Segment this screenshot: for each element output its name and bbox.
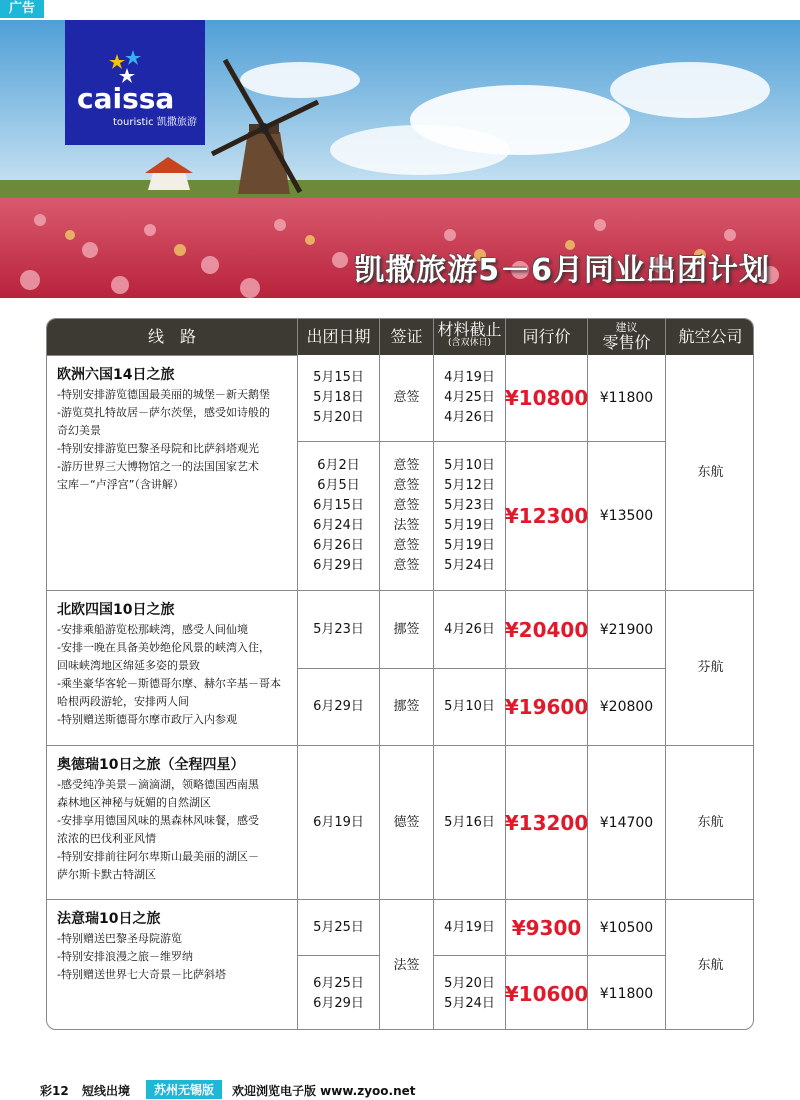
- deadline: 5月24日: [444, 558, 495, 573]
- visa: 挪签: [393, 621, 420, 637]
- deadline-cell: [433, 668, 505, 745]
- deadline: 5月10日: [444, 458, 495, 473]
- route-line: -安排一晚在具备美妙绝伦风景的峡湾入住，: [57, 641, 270, 654]
- header-date: 出团日期: [297, 319, 379, 355]
- route-line: 森林地区神秘与妩媚的自然湖区: [57, 796, 211, 809]
- visa-cell: [379, 668, 433, 745]
- visa: 法签: [393, 518, 420, 533]
- retail-price: ¥13500: [587, 441, 665, 590]
- deadline: 5月24日: [444, 995, 495, 1011]
- date: 5月18日: [313, 390, 364, 405]
- route-line: -特别赠送世界七大奇景－比萨斜塔: [57, 968, 226, 981]
- dates-cell: [297, 668, 379, 745]
- route-line: 萨尔斯卡默古特湖区: [57, 868, 156, 881]
- header-deadline: [433, 319, 505, 355]
- page-footer: [0, 1078, 800, 1100]
- edition-tag: 苏州无锡版: [146, 1080, 222, 1099]
- route-line: 宝库－“卢浮宫”（含讲解）: [57, 478, 184, 491]
- date: 5月15日: [313, 370, 364, 385]
- deadline: 5月19日: [444, 518, 495, 533]
- route-line: -特别安排游览德国最美丽的城堡－新天鹅堡: [57, 388, 270, 401]
- visa: 意签: [393, 478, 420, 493]
- visa: 意签: [393, 558, 420, 573]
- header-retail-top: 建议: [615, 321, 638, 334]
- airline-cell: 东航: [665, 355, 754, 590]
- retail-price: ¥20800: [587, 668, 665, 745]
- dates-cell: [297, 745, 379, 899]
- visa: 挪签: [393, 699, 420, 714]
- peer-price: ¥12300: [505, 441, 587, 590]
- peer-price: ¥10600: [505, 955, 587, 1030]
- deadline-cell: [433, 955, 505, 1030]
- date: 6月2日: [317, 458, 360, 473]
- route-line: -特别赠送斯德哥尔摩市政厅入内参观: [57, 713, 237, 726]
- date: 5月20日: [313, 410, 364, 425]
- dates-cell: [297, 590, 379, 668]
- date: 6月29日: [313, 699, 364, 714]
- deadline: 5月16日: [444, 814, 495, 830]
- header-retail: [587, 319, 665, 355]
- deadline: 4月19日: [444, 919, 495, 935]
- deadline: 5月10日: [444, 699, 495, 714]
- deadline: 5月20日: [444, 975, 495, 991]
- route-title: 欧洲六国14日之旅: [57, 367, 175, 383]
- date: 6月26日: [313, 538, 364, 553]
- route-line: -感受纯净美景－滴滴湖，领略德国西南黑: [57, 778, 259, 791]
- header-retail-bottom: 零售价: [602, 333, 651, 352]
- visa: 意签: [393, 390, 420, 405]
- date: 6月29日: [313, 995, 364, 1011]
- date: 6月25日: [313, 975, 364, 991]
- peer-price: ¥20400: [505, 590, 587, 668]
- deadline-cell: [433, 441, 505, 590]
- retail-price: ¥11800: [587, 955, 665, 1030]
- deadline-cell: [433, 899, 505, 955]
- route-line: 奇幻美景: [57, 424, 101, 437]
- route-line: -安排享用德国风味的黑森林风味餐，感受: [57, 814, 259, 827]
- airline-cell: 东航: [665, 899, 754, 1030]
- table-header: [47, 319, 754, 355]
- tour-schedule-table: [46, 318, 754, 1030]
- route-line: 浓浓的巴伐利亚风情: [57, 832, 156, 845]
- peer-price: ¥19600: [505, 668, 587, 745]
- visa: 意签: [393, 498, 420, 513]
- route-line: -游历世界三大博物馆之一的法国国家艺术: [57, 460, 259, 473]
- route-line: -特别安排前往阿尔卑斯山最美丽的湖区－: [57, 850, 259, 863]
- route-title: 北欧四国10日之旅: [57, 602, 175, 618]
- ad-tag: 广告: [0, 0, 44, 18]
- banner-title: 凯撒旅游5－6月同业出团计划: [354, 253, 770, 288]
- deadline: 4月26日: [444, 410, 495, 425]
- route-aut-ger-swi: [47, 745, 297, 899]
- peer-price: ¥13200: [505, 745, 587, 899]
- visa-cell: [379, 745, 433, 899]
- date: 6月19日: [313, 814, 364, 830]
- date: 5月25日: [313, 919, 364, 935]
- visa: 意签: [393, 538, 420, 553]
- visa-cell: [379, 441, 433, 590]
- route-line: -特别安排浪漫之旅－维罗纳: [57, 950, 193, 963]
- deadline: 5月19日: [444, 538, 495, 553]
- date: 6月15日: [313, 498, 364, 513]
- route-europe6: [47, 355, 297, 590]
- date: 6月24日: [313, 518, 364, 533]
- airline-cell: 芬航: [665, 590, 754, 745]
- deadline: 4月19日: [444, 370, 495, 385]
- header-deadline-sub: (含双休日): [447, 338, 492, 348]
- deadline: 4月25日: [444, 390, 495, 405]
- date: 6月29日: [313, 558, 364, 573]
- section-name: 短线出境: [82, 1084, 131, 1098]
- logo-subtitle: touristic 凯撒旅游: [113, 117, 197, 128]
- route-fra-ita-swi: [47, 899, 297, 1030]
- route-line: -特别赠送巴黎圣母院游览: [57, 932, 182, 945]
- visa-cell: [379, 899, 433, 1030]
- route-title: 法意瑞10日之旅: [57, 911, 161, 927]
- visa-cell: [379, 590, 433, 668]
- retail-price: ¥11800: [587, 355, 665, 441]
- footer-message: 欢迎浏览电子版 www.zyoo.net: [232, 1084, 416, 1098]
- dates-cell: [297, 441, 379, 590]
- peer-price: ¥10800: [505, 355, 587, 441]
- peer-price: ¥9300: [505, 899, 587, 955]
- deadline: 4月26日: [444, 621, 495, 637]
- dates-cell: [297, 355, 379, 441]
- visa: 德签: [393, 814, 420, 830]
- route-line: -乘坐豪华客轮－斯德哥尔摩、赫尔辛基－哥本: [57, 677, 281, 690]
- logo-word: caissa: [77, 82, 175, 115]
- route-line: 回味峡湾地区绵延多姿的景致: [57, 659, 200, 672]
- route-title: 奥德瑞10日之旅（全程四星）: [57, 757, 245, 773]
- date: 5月23日: [313, 621, 364, 637]
- retail-price: ¥10500: [587, 899, 665, 955]
- deadline: 5月23日: [444, 498, 495, 513]
- airline-cell: 东航: [665, 745, 754, 899]
- retail-price: ¥14700: [587, 745, 665, 899]
- route-line: -特别安排游览巴黎圣母院和比萨斜塔观光: [57, 442, 259, 455]
- header-price: 同行价: [505, 319, 587, 355]
- deadline: 5月12日: [444, 478, 495, 493]
- deadline-cell: [433, 355, 505, 441]
- header-deadline-label: 材料截止: [437, 320, 502, 339]
- route-line: 哈根两段游轮，安排两人间: [57, 695, 189, 708]
- caissa-logo: [65, 20, 205, 145]
- route-line: -安排乘船游览松那峡湾，感受人间仙境: [57, 623, 248, 636]
- route-line: -游览莫扎特故居－萨尔茨堡，感受如诗般的: [57, 406, 270, 419]
- page-number: 彩12: [40, 1084, 69, 1098]
- retail-price: ¥21900: [587, 590, 665, 668]
- deadline-cell: [433, 590, 505, 668]
- route-nordic4: [47, 590, 297, 745]
- date: 6月5日: [317, 478, 360, 493]
- header-visa: 签证: [379, 319, 433, 355]
- deadline-cell: [433, 745, 505, 899]
- dates-cell: [297, 899, 379, 955]
- visa: 法签: [393, 957, 420, 973]
- header-airline: 航空公司: [665, 319, 754, 355]
- dates-cell: [297, 955, 379, 1030]
- header-route: 线 路: [147, 327, 196, 346]
- visa-cell: [379, 355, 433, 441]
- visa: 意签: [393, 458, 420, 473]
